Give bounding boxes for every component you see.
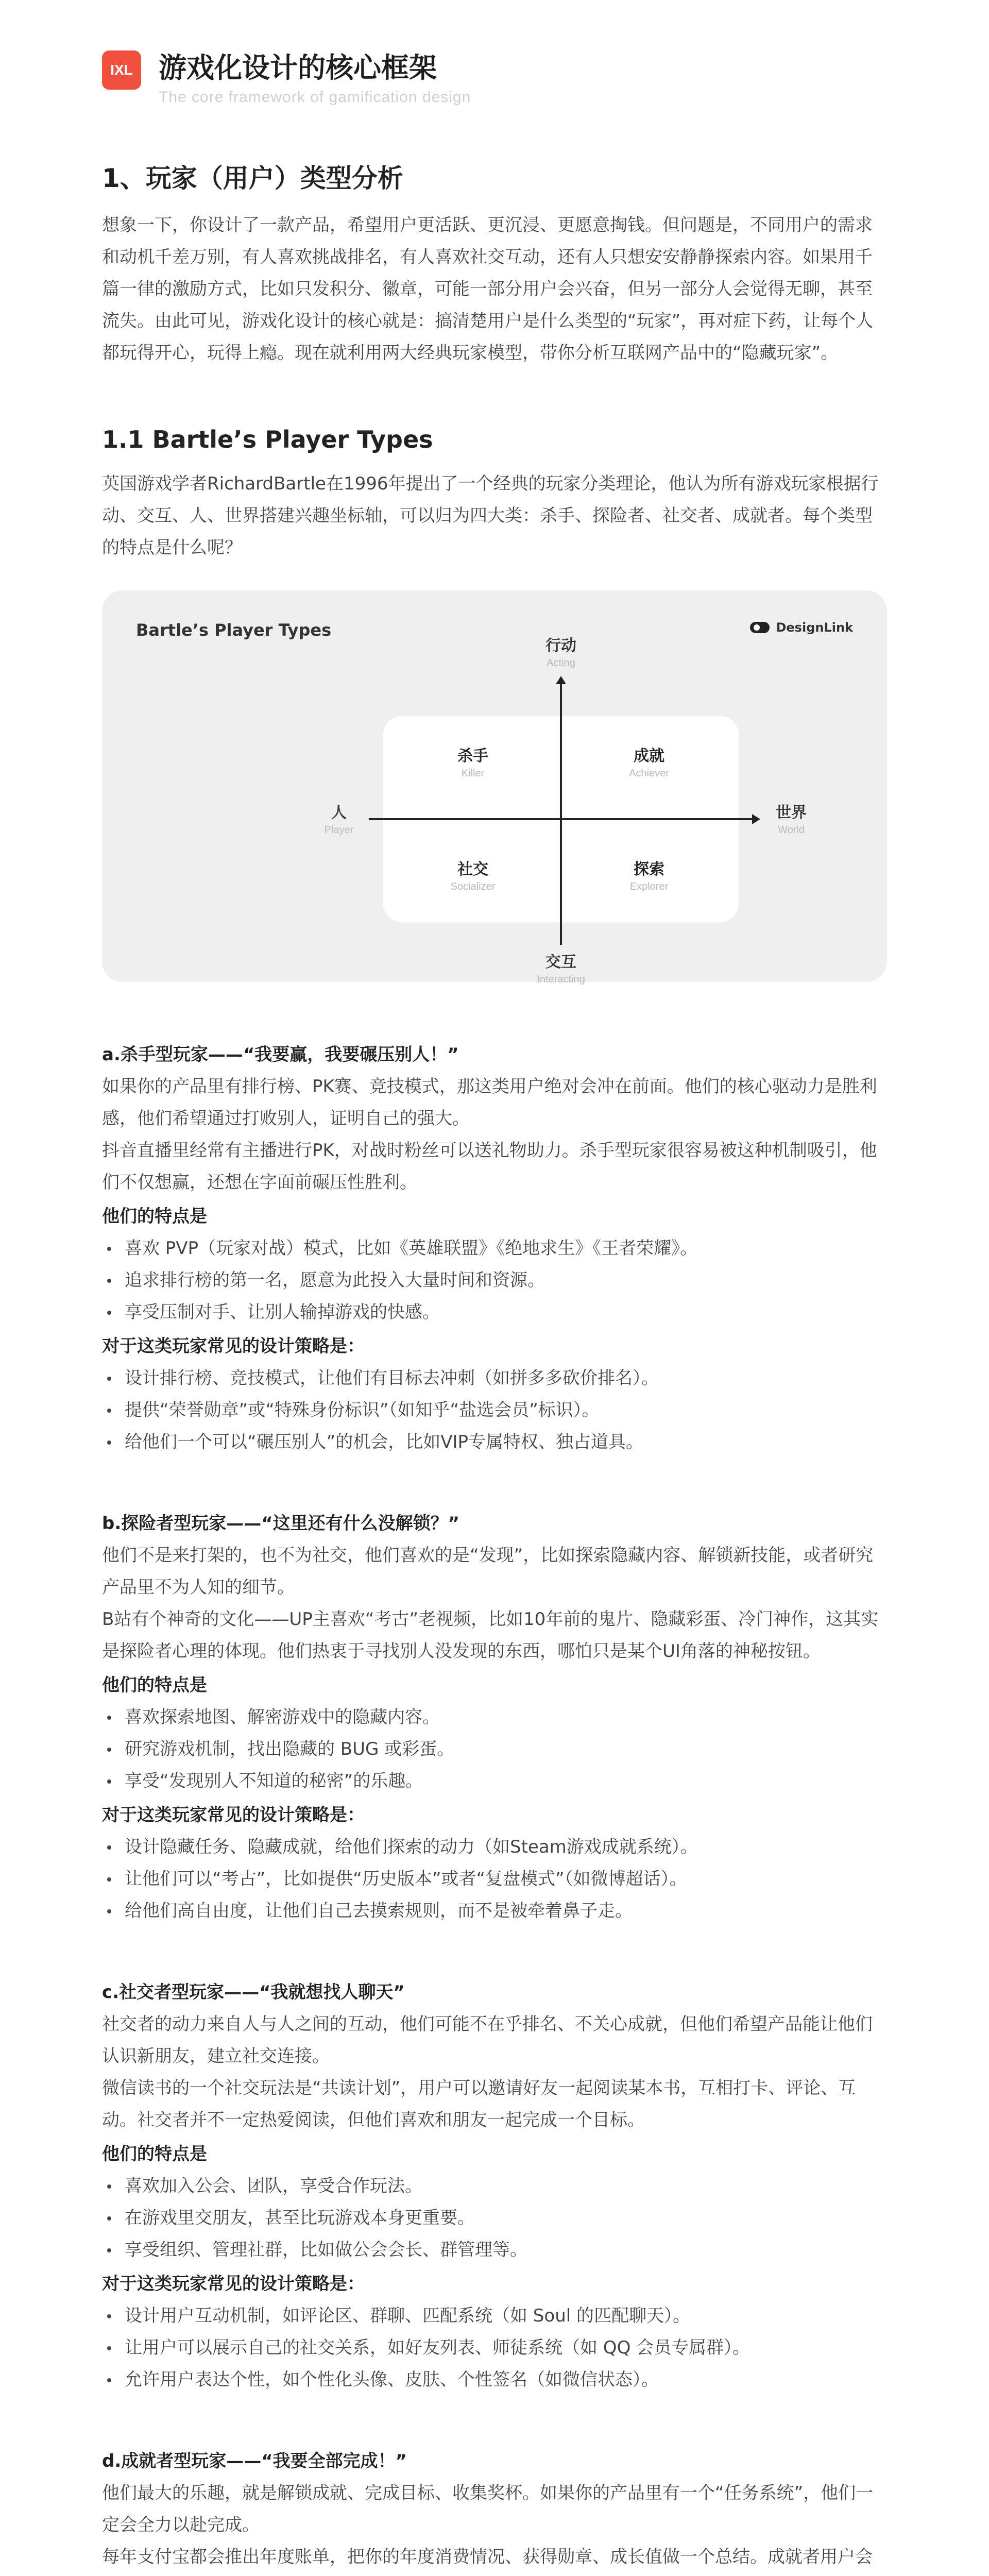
article-header [102,49,887,106]
quadrant-socializer: 社交 Socializer [450,860,496,892]
traits-heading: 他们的特点是 [102,1206,207,1227]
player-section-killer [102,1039,887,1458]
axis-label-bottom: 交互 Interacting [537,953,585,985]
player-desc: B站有个神奇的文化——UP主喜欢“考古”老视频，比如10年前的鬼片、隐藏彩蛋、冷门神作，这其实是探险者心理的体现。他们热衷于寻找别人没发现的东西，哪怕只是某个UI角落的神秘按钮。 [102,1609,879,1662]
traits-list [102,1701,887,1797]
list-item: 给他们高自由度，让他们自己去摸索规则，而不是被牵着鼻子走。 [102,1895,887,1927]
brand-name: DesignLink [776,620,853,635]
list-item: 在游戏里交朋友，甚至比玩游戏本身更重要。 [102,2202,887,2234]
player-section-explorer [102,1507,887,1927]
player-desc: 他们不是来打架的，也不为社交，他们喜欢的是“发现”，比如探索隐藏内容、解锁新技能，或者研究产品里不为人知的细节。 [102,1545,874,1598]
subsection-intro: 英国游戏学者RichardBartle在1996年提出了一个经典的玩家分类理论，他认为所有游戏玩家根据行动、交互、人、世界搭建兴趣坐标轴，可以归为四大类：杀手、探险者、社交者、成就者。每个类型的特点是什么呢？ [102,473,879,558]
player-desc: 社交者的动力来自人与人之间的互动，他们可能不在乎排名、不关心成就，但他们希望产品能让他们认识新朋友，建立社交连接。 [102,2014,873,2066]
list-item: 给他们一个可以“碾压别人”的机会，比如VIP专属特权、独占道具。 [102,1426,887,1458]
page-title: 游戏化设计的核心框架 [159,52,437,84]
quadrant-killer: 杀手 Killer [457,747,488,779]
strategy-list [102,1362,887,1458]
arrow-up-icon [556,676,566,684]
traits-list [102,2170,887,2266]
arrow-right-icon [752,814,760,824]
strategy-list [102,1831,887,1927]
player-title: d.成就者型玩家——“我要全部完成！” [102,2451,407,2471]
section-intro: 想象一下，你设计了一款产品，希望用户更活跃、更沉浸、更愿意掏钱。但问题是，不同用户的需求和动机千差万别，有人喜欢挑战排名，有人喜欢社交互动，还有人只想安安静静探索内容。如果用千篇一律的激励方式，比如只发积分、徽章，可能一部分用户会兴奋，但另一部分人会觉得无聊，甚至流失。由此可见，游戏化设计的核心就是：搞清楚用户是什么类型的“玩家”，再对症下药，让每个人都玩得开心，玩得上瘾。现在就利用两大经典玩家模型，带你分析互联网产品中的“隐藏玩家”。 [102,215,874,363]
brand-logo: IXL [102,50,141,90]
traits-heading: 他们的特点是 [102,1675,207,1696]
strategy-heading: 对于这类玩家常见的设计策略是： [102,1336,365,1357]
player-section-socializer [102,1976,887,2396]
list-item: 设计排行榜、竞技模式，让他们有目标去冲刺（如拼多多砍价排名）。 [102,1362,887,1394]
list-item: 享受组织、管理社群，比如做公会会长、群管理等。 [102,2234,887,2266]
player-title: a.杀手型玩家——“我要赢，我要碾压别人！” [102,1044,459,1065]
quadrant-achiever: 成就 Achiever [629,747,669,779]
strategy-heading: 对于这类玩家常见的设计策略是： [102,1805,365,1825]
brand-mark-icon [750,622,770,633]
list-item: 提供“荣誉勋章”或“特殊身份标识”（如知乎“盐选会员”标识）。 [102,1394,887,1426]
player-title: b.探险者型玩家——“这里还有什么没解锁？” [102,1513,459,1534]
page-subtitle: The core framework of gamification design [159,89,471,106]
quadrant-explorer: 探索 Explorer [629,860,669,892]
horizontal-axis [369,818,753,820]
list-item: 追求排行榜的第一名，愿意为此投入大量时间和资源。 [102,1264,887,1296]
list-item: 喜欢 PVP（玩家对战）模式，比如《英雄联盟》《绝地求生》《王者荣耀》。 [102,1232,887,1264]
list-item: 喜欢加入公会、团队，享受合作玩法。 [102,2170,887,2202]
list-item: 允许用户表达个性，如个性化头像、皮肤、个性签名（如微信状态）。 [102,2364,887,2396]
list-item: 让用户可以展示自己的社交关系，如好友列表、师徒系统（如 QQ 会员专属群）。 [102,2332,887,2364]
axis-label-top: 行动 Acting [545,637,576,669]
list-item: 让他们可以“考古”，比如提供“历史版本”或者“复盘模式”（如微博超话）。 [102,1863,887,1895]
strategy-heading: 对于这类玩家常见的设计策略是： [102,2274,365,2294]
list-item: 享受“发现别人不知道的秘密”的乐趣。 [102,1765,887,1797]
player-title: c.社交者型玩家——“我就想找人聊天” [102,1982,405,2003]
list-item: 享受压制对手、让别人输掉游戏的快感。 [102,1296,887,1328]
player-desc: 每年支付宝都会推出年度账单，把你的年度消费情况、获得勋章、成长值做一个总结。成就者用户会 [102,2547,873,2567]
player-desc: 微信读书的一个社交玩法是“共读计划”，用户可以邀请好友一起阅读某本书，互相打卡、评论、互动。社交者并不一定热爱阅读，但他们喜欢和朋友一起完成一个目标。 [102,2078,856,2130]
bartle-quadrant-card [102,590,887,985]
traits-heading: 他们的特点是 [102,2144,207,2164]
axis-label-right: 世界 World [776,804,807,836]
player-desc: 如果你的产品里有排行榜、PK赛、竞技模式，那这类用户绝对会冲在前面。他们的核心驱动力是胜利感，他们希望通过打败别人，证明自己的强大。 [102,1076,877,1129]
player-desc: 抖音直播里经常有主播进行PK，对战时粉丝可以送礼物助力。杀手型玩家很容易被这种机制吸引，他们不仅想赢，还想在字面前碾压性胜利。 [102,1140,877,1193]
player-section-achiever [102,2445,887,2576]
strategy-list [102,2300,887,2396]
vertical-axis [560,682,562,945]
list-item: 研究游戏机制，找出隐藏的 BUG 或彩蛋。 [102,1733,887,1765]
traits-list [102,1232,887,1328]
card-brand [750,620,853,635]
list-item: 设计用户互动机制，如评论区、群聊、匹配系统（如 Soul 的匹配聊天）。 [102,2300,887,2332]
list-item: 喜欢探索地图、解密游戏中的隐藏内容。 [102,1701,887,1733]
card-title: Bartle’s Player Types [136,620,332,640]
list-item: 设计隐藏任务、隐藏成就，给他们探索的动力（如Steam游戏成就系统）。 [102,1831,887,1863]
subsection-title: 1.1 Bartle’s Player Types [102,426,433,453]
axis-label-left: 人 Player [324,804,354,836]
player-desc: 他们最大的乐趣，就是解锁成就、完成目标、收集奖杯。如果你的产品里有一个“任务系统”，他们一定会全力以赴完成。 [102,2483,874,2535]
section-title: 1、玩家（用户）类型分析 [102,163,403,193]
